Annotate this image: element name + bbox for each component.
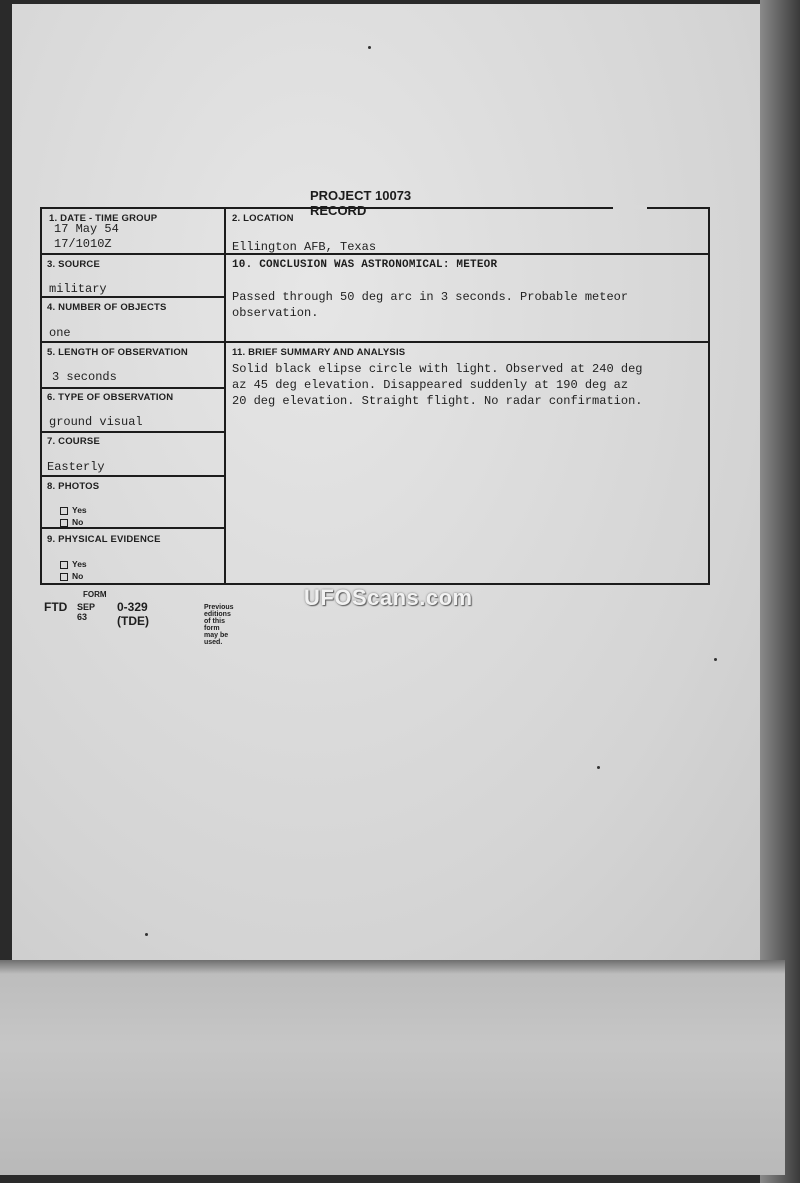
type-of-observation-value: ground visual <box>49 415 143 429</box>
checkbox-icon <box>60 507 68 515</box>
footer-form-word: FORM <box>83 590 107 599</box>
conclusion-line: observation. <box>232 306 319 320</box>
footer-date: SEP 63 <box>77 602 95 622</box>
row-divider <box>42 431 224 433</box>
conclusion-text <box>232 289 628 321</box>
footer-note: Previous editions of this form may be used. <box>204 604 234 646</box>
summary-text <box>232 361 642 409</box>
row-divider <box>42 253 224 255</box>
dust-speck <box>145 933 148 936</box>
dust-speck <box>368 46 371 49</box>
row-divider <box>42 341 224 343</box>
physical-evidence-label: 9. PHYSICAL EVIDENCE <box>47 534 161 545</box>
footer-form-number: 0-329 (TDE) <box>117 600 149 628</box>
row-divider <box>42 387 224 389</box>
dust-speck <box>714 658 717 661</box>
photos-no-label: No <box>72 517 84 527</box>
dust-speck <box>597 766 600 769</box>
number-of-objects-label: 4. NUMBER OF OBJECTS <box>47 302 167 313</box>
column-divider <box>224 209 226 583</box>
source-label: 3. SOURCE <box>47 259 101 270</box>
location-value: Ellington AFB, Texas <box>232 240 377 254</box>
photos-label: 8. PHOTOS <box>47 481 100 492</box>
row-divider <box>42 527 224 529</box>
footer-ftd: FTD <box>44 600 68 614</box>
checkbox-icon <box>60 519 68 527</box>
row-divider <box>42 475 224 477</box>
course-label: 7. COURSE <box>47 436 101 447</box>
conclusion-label: 10. CONCLUSION WAS ASTRONOMICAL: METEOR <box>232 259 498 271</box>
summary-line: az 45 deg elevation. Disappeared suddenly at 190 deg az <box>232 378 629 392</box>
time-value: 17/1010Z <box>54 237 112 251</box>
conclusion-line: Passed through 50 deg arc in 3 seconds. Probable meteor <box>232 290 629 304</box>
row-divider <box>42 296 224 298</box>
physical-evidence-yes-option <box>60 559 87 569</box>
photos-no-option <box>60 517 83 527</box>
border-gap <box>613 205 647 209</box>
physical-evidence-no-label: No <box>72 571 84 581</box>
summary-line: Solid black elipse circle with light. Observed at 240 deg <box>232 362 643 376</box>
photos-yes-label: Yes <box>72 505 87 515</box>
form-title: PROJECT 10073 RECORD <box>310 188 412 218</box>
number-of-objects-value: one <box>49 326 71 340</box>
physical-evidence-yes-label: Yes <box>72 559 87 569</box>
location-label: 2. LOCATION <box>232 213 294 224</box>
date-value: 17 May 54 <box>54 222 119 236</box>
checkbox-icon <box>60 573 68 581</box>
summary-label: 11. BRIEF SUMMARY AND ANALYSIS <box>232 347 406 358</box>
photos-yes-option <box>60 505 87 515</box>
length-of-observation-value: 3 seconds <box>52 370 117 384</box>
underlying-page <box>0 960 785 1175</box>
date-time-label: 1. DATE - TIME GROUP <box>49 213 158 224</box>
physical-evidence-no-option <box>60 571 83 581</box>
course-value: Easterly <box>47 460 105 474</box>
summary-line: 20 deg elevation. Straight flight. No radar confirmation. <box>232 394 643 408</box>
checkbox-icon <box>60 561 68 569</box>
watermark: UFOScans.com <box>304 585 473 610</box>
length-of-observation-label: 5. LENGTH OF OBSERVATION <box>47 347 188 358</box>
source-value: military <box>49 282 107 296</box>
row-divider <box>226 341 708 343</box>
type-of-observation-label: 6. TYPE OF OBSERVATION <box>47 392 174 403</box>
record-form <box>40 207 710 585</box>
